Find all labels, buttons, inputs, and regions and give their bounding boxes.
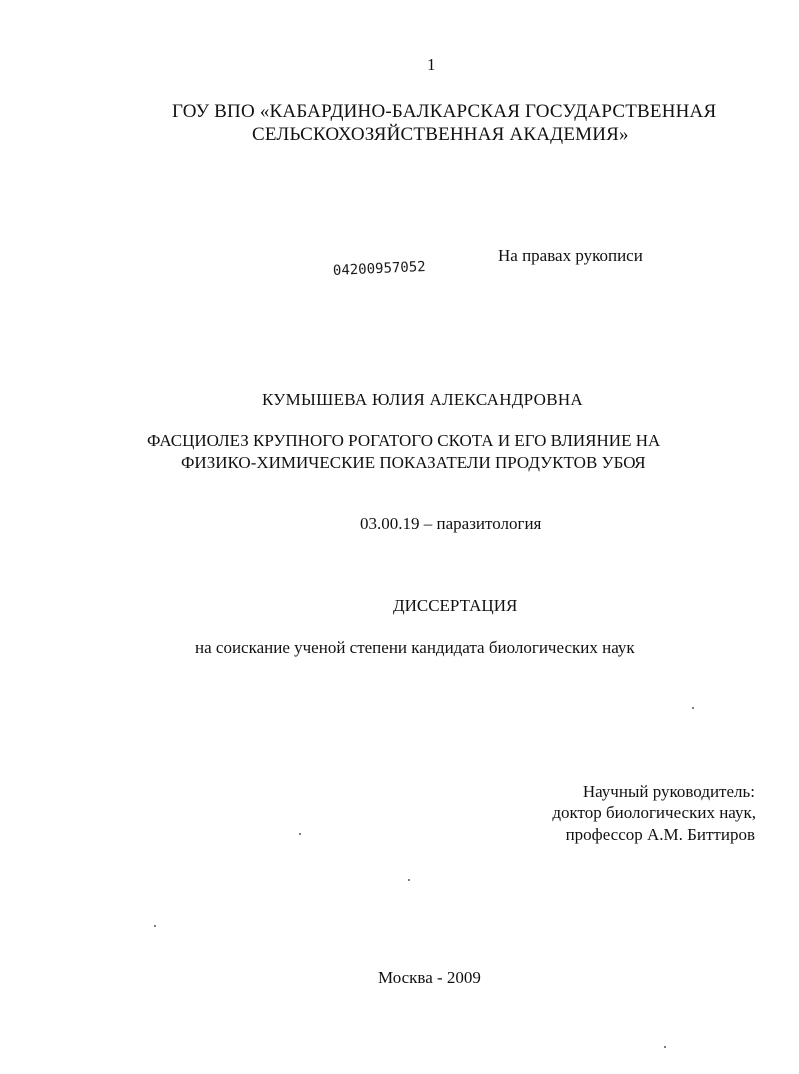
scan-speck <box>299 833 301 835</box>
document-type: ДИССЕРТАЦИЯ <box>393 596 518 615</box>
degree-statement: на соискание ученой степени кандидата биологических наук <box>195 638 635 657</box>
rights-note: На правах рукописи <box>498 246 643 265</box>
scan-speck <box>154 925 156 927</box>
scan-speck <box>692 707 694 709</box>
registry-stamp-number: 04200957052 <box>332 258 426 279</box>
supervisor-degree: доктор биологических наук, <box>552 803 756 822</box>
institution-name-line-2: СЕЛЬСКОХОЗЯЙСТВЕННАЯ АКАДЕМИЯ» <box>252 124 629 145</box>
specialty-code: 03.00.19 – паразитология <box>360 514 542 533</box>
dissertation-title-line-2: ФИЗИКО-ХИМИЧЕСКИЕ ПОКАЗАТЕЛИ ПРОДУКТОВ УБОЯ <box>181 453 646 472</box>
supervisor-role: Научный руководитель: <box>582 782 755 801</box>
supervisor-name: профессор А.М. Биттиров <box>565 825 755 844</box>
scan-speck <box>408 879 410 881</box>
institution-name-line-1: ГОУ ВПО «КАБАРДИНО-БАЛКАРСКАЯ ГОСУДАРСТВЕННАЯ <box>172 101 717 122</box>
author-name: КУМЫШЕВА ЮЛИЯ АЛЕКСАНДРОВНА <box>262 390 584 409</box>
dissertation-title-line-1: ФАСЦИОЛЕЗ КРУПНОГО РОГАТОГО СКОТА И ЕГО ВЛИЯНИЕ НА <box>147 431 661 450</box>
city-and-year: Москва - 2009 <box>378 968 481 987</box>
scan-speck <box>664 1046 666 1048</box>
page-number: 1 <box>427 55 436 74</box>
